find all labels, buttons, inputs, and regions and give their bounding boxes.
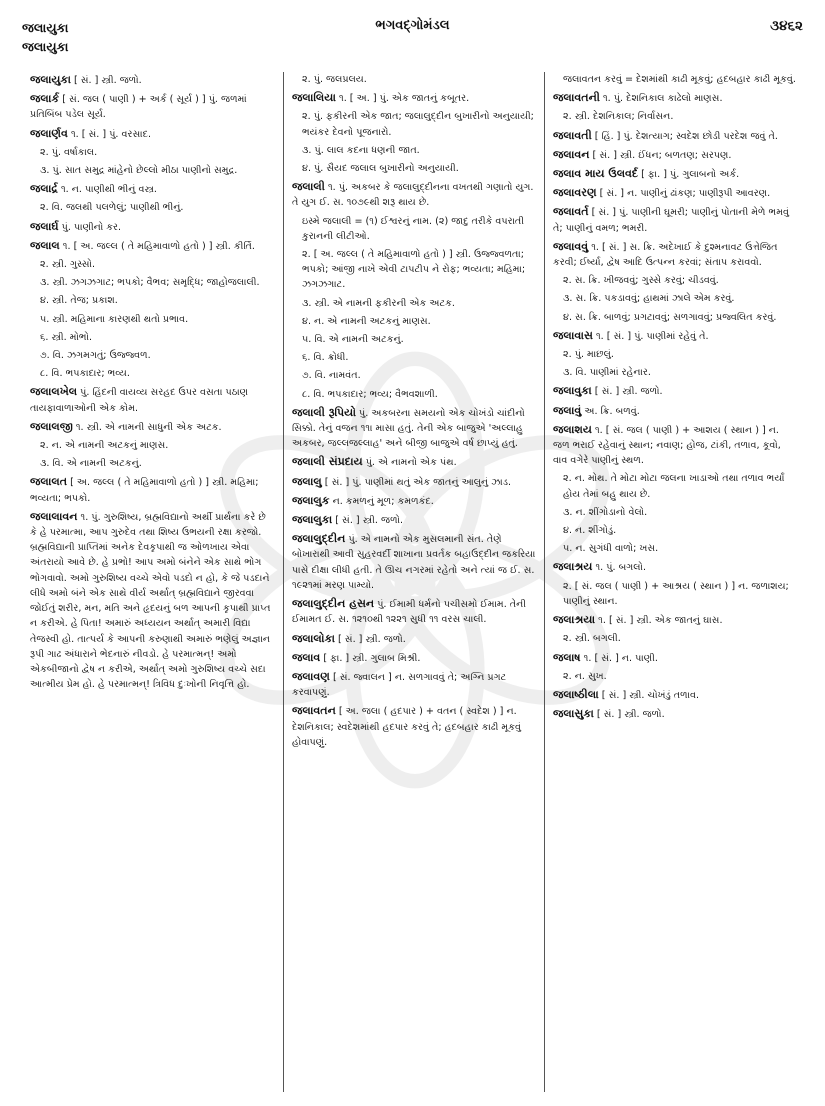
definition-text: ૨. વિ. જલથી પલળેલું; પાણીથી ભીનું. [40,202,184,214]
dictionary-entry [292,512,536,528]
definition-text: ૧. પું. દેશનિકાલ કાઢેલો માણસ. [602,93,723,105]
dictionary-columns [22,72,807,1092]
dictionary-entry [292,90,536,106]
column-3 [544,72,805,1092]
entry-sense [292,72,536,87]
headword: જલાવણ [292,669,330,683]
headword: જલાવતની [553,91,600,105]
headword: જલાવવું [553,239,589,253]
dictionary-entry [553,239,797,270]
entry-sense [553,310,797,325]
dictionary-entry [553,185,797,201]
dictionary-entry [553,128,797,144]
definition-text: ૨. [ અ. જલ્લ ( તે મહિમાવાળો હતો ) ] સ્ત્રી. ઉજ્જ્વળતા; ભપકો; આંજી નાખે એવી ટાપટીપ ને રોફ; ભવ્યતા; મહિમા; ઝગઝગાટ. [302,249,526,291]
entry-sense [553,579,797,609]
entry-sense [292,314,536,329]
dictionary-entry [292,669,536,700]
column-1 [22,72,283,1092]
headword: જલાલ [30,238,60,252]
dictionary-entry [30,238,275,254]
headword: જલાલખેલ [30,385,78,399]
dictionary-entry [30,126,275,142]
definition-text: ૧. [ અ. ] પું. એક જાતનું કબૂતર. [339,93,470,105]
definition-text: પું. હિંદની વાયવ્ય સરહદ ઉપર વસતા પઠાણ તાયફાવાળાઓની એક કોમ. [30,387,249,414]
headword: જલાશય [553,422,592,436]
headword: જલાલી રૂપિયો [292,405,356,419]
entry-sense [553,109,797,124]
entry-sense [553,291,797,306]
headword: જલાશ્રયા [553,613,596,627]
definition-text: [ ફા. ] પું. ગુલાબનો અર્ક. [641,169,740,181]
headword: જલાષ [553,650,581,664]
headword: જલાર્ઘ [30,219,59,233]
definition-text: [ સં. ] સ્ત્રી. જળો. [338,633,406,645]
definition-text: [ સં. ] ન. પાણીનું ઢાંકણ; પાણીરૂપી આવરણ. [599,188,771,200]
entry-sense [553,273,797,288]
dictionary-entry [553,687,797,703]
definition-text: ૨. પું. માછલું. [563,349,614,361]
dictionary-entry [553,403,797,419]
definition-text: પું. એ નામનો એક મુસલમાની સંત. તેણે બોખારાથી આવી સુહરવર્દી શાખાના પ્રવર્તક બહાઉદ્દીન જકરિયા પાસે દીક્ષા લીધી હતી. તે ઊચ નગરમાં રહેતો અને ત્યાં જ ઈ. સ. ૧૯૨૧માં મરણ પામ્યો. [292,534,536,591]
definition-text: ૨. [ સં. જલ ( પાણી ) + આશ્રય ( સ્થાન ) ] ન. જળાશય; પાણીનું સ્થાન. [563,580,789,607]
guide-word-first: જલાયુકા [22,20,69,35]
dictionary-entry [292,703,536,750]
entry-sense [553,505,797,520]
dictionary-entry [292,454,536,470]
definition-text: ૧. પું. અકબર કે જલાલુદ્દીનના વખતથી ગણાતો યુગ. તે યુગ ઈ. સ. ૧૦૭૯થી શરૂ થાય છે. [292,182,534,209]
definition-text: અ. ક્રિ. બળવું. [584,405,640,417]
entry-sense [30,348,275,363]
definition-text: [ સં. જ્વાલન ] ન. સળગાવવું તે; અગ્નિ પ્રગટ કરવાપણું. [292,671,507,699]
definition-text: ૭. વિ. નામવંત. [302,370,361,382]
entry-sense [30,257,275,272]
definition-text: ૮. વિ. ભપકાદાર; ભવ્ય; વૈભવશાળી. [302,388,438,400]
running-title: ભગવદ્ગોમંડલ [375,18,450,33]
definition-text: જલાવતન કરવું = દેશમાંથી કાઢી મૂકવું; હદબહાર કાઢી મૂકવું. [563,74,796,85]
entry-sense [292,368,536,383]
definition-text: ૭. વિ. ઝગમગતું; ઉજ્જ્વળ. [40,350,151,362]
definition-text: ૪. સ્ત્રી. તેજ; પ્રકાશ. [40,295,118,307]
definition-text: ૨. ન. એ નામની અટકનું માણસ. [40,440,169,452]
headword: જલાલત [30,475,68,489]
dictionary-entry [553,90,797,106]
entry-sense [30,293,275,308]
dictionary-entry [30,181,275,197]
headword: જલાષ્ઠીલા [553,687,599,701]
definition-text: ૧. [ સં. જલ ( પાણી ) + આશય ( સ્થાન ) ] ન. જળ ભરાઈ રહેવાનું સ્થાન; નવાણ; હોજ, ટાંકી, તળાવ, કૂવો, વાવ વગેરે પાણીનું સ્થળ. [553,424,781,467]
definition-text: ૧. [ સં. ] પું. પાણીમાં રહેવું તે. [595,330,709,342]
definition-text: ૫. ન. સુગંધી વાળો; ખસ. [563,543,659,555]
dictionary-entry [553,147,797,163]
definition-text: [ હિં. ] પું. દેશત્યાગ; સ્વદેશ છોડી પરદેશ જવું તે. [594,130,778,142]
entry-sense [30,163,275,178]
entry-sense [30,312,275,327]
headword: જલાલુ [292,474,322,488]
definition-text: [ સં. ] પું. પાણીની ઘૂમરી; પાણીનું પોતાની મેળે ભમવું તે; પાણીનું વમળ; ભમરી. [553,207,789,234]
definition-text: ૩. પું. લાલ કદના ધણની જાત. [302,144,420,156]
headword: જલાલુદ્દીન [292,532,346,546]
headword: જલાર્ણવ [30,126,68,140]
dictionary-entry [553,650,797,666]
dictionary-entry [553,612,797,628]
definition-text: ૨. ન. મોથ. તે મોટા મોટા જલના ખાડાઓ તથા તળાવ ભર્યાં હોય તેમાં બહુ થાય છે. [563,473,785,500]
headword: જલાશ્રય [553,560,593,574]
entry-sense [553,347,797,362]
entry-sense [292,109,536,139]
definition-text: ૧. પું. બગલો. [595,562,647,574]
entry-sense [30,200,275,215]
headword: જલાવાસ [553,328,593,342]
entry-sense [292,161,536,176]
entry-sense [553,631,797,646]
entry-sense [30,330,275,345]
definition-text: ૧. [ સં. ] પું. વરસાદ. [70,128,151,140]
dictionary-entry [292,474,536,490]
definition-text: ૪. સ. ક્રિ. બાળવું; પ્રગટાવવું; સળગાવવું; પ્રજ્વલિત કરવું. [563,311,777,323]
guide-word-last: જલાયુકા [22,39,69,54]
headword: જલાલી [292,180,325,194]
definition-text: ૩. સ્ત્રી. એ નામની ફકીરની એક અટક. [302,297,455,309]
definition-text: [ ફા. ] સ્ત્રી. ગુલાબ મિશ્રી. [323,652,421,664]
entry-sense [292,143,536,158]
definition-text: [ અ. જલા ( હદપાર ) + વતન ( સ્વદેશ ) ] ન. દેશનિકાલ; સ્વદેશમાંથી હદપાર કરવું તે; હદબહાર કાઢી મૂકવું હોવાપણું. [292,706,521,748]
dictionary-entry [292,596,536,627]
dictionary-entry [553,706,797,722]
headword: જલાલી સંપ્રદાય [292,455,363,469]
dictionary-entry [553,204,797,235]
entry-sense [553,471,797,501]
definition-text: પું. એ નામનો એક પંથ. [365,457,457,469]
entry-sense [30,366,275,381]
definition-text: ૬. સ્ત્રી. મોભો. [40,331,93,343]
definition-text: ૪. પું. સૈયદ જલાલ બુખારીનો અનુયાયી. [302,163,459,175]
entry-sense [553,669,797,684]
definition-text: ન. કમળનું મૂળ; કમળકંદ. [332,495,434,507]
definition-text: [ સં. ] સ્ત્રી. ચોખંડું તળાવ. [601,689,700,701]
headword: જલાલજી [30,419,73,433]
definition-text: ૨. સ. ક્રિ. ખીજવવું; ગુસ્સે કરવું; ચીડવવું. [563,275,719,287]
dictionary-entry [30,509,275,692]
dictionary-entry [30,91,275,122]
headword: જલાવ માય ઉલવર્દ [553,167,639,181]
definition-text: ૨. પું. ફકીરની એક જાત; જલાલુદ્દીન બુખારીનો અનુયાયી; ભયંકર દેવનો પૂજનારો. [302,111,534,138]
definition-text: [ અ. જલ્લ ( તે મહિમાવાળો હતો ) ] સ્ત્રી. મહિમા; ભવ્યતા; ભપકો. [30,477,259,504]
definition-text: ૩. સ્ત્રી. ઝગઝગાટ; ભપકો; વૈભવ; સમૃદ્ધિ; જાહોજલાલી. [40,277,260,289]
dictionary-entry [553,422,797,469]
definition-text: [ સં. ] સ્ત્રી. જળો. [73,75,142,86]
definition-text: ૧. [ સં. ] ન. પાણી. [583,652,658,664]
entry-sense [292,296,536,311]
dictionary-entry [292,531,536,593]
headword: જલાવરણ [553,186,597,200]
headword: જલાવું [553,403,582,417]
definition-text: ૩. વિ. એ નામની અટકનું. [40,458,142,470]
headword: જલાલુદ્દીન હસન [292,597,375,611]
entry-sense [553,365,797,380]
dictionary-entry [553,166,797,182]
dictionary-entry [292,650,536,666]
entry-sense [553,523,797,538]
entry-sense [30,275,275,290]
dictionary-entry [30,474,275,505]
definition-text: ૩. પું. સાત સમુદ્ર માંહેનો છેલ્લો મીઠા પાણીનો સમુદ્ર. [40,165,238,177]
definition-text: ૧. સ્ત્રી. એ નામની સાધુની એક અટક. [75,421,222,433]
headword: જલાલુકા [292,513,333,527]
headword: જલાલાવન [30,509,78,523]
headword: જલાવર્ત [553,205,589,219]
dictionary-entry [553,383,797,399]
headword: જલાયુકા [30,73,71,86]
definition-text: [ સં. ] સ્ત્રી. ઈંધન; બળતણ; સરપણ. [592,149,732,161]
entry-sense [553,541,797,556]
definition-text: [ સં. ] પું. પાણીમાં થતું એક જાતનું આલુનું ઝાડ. [324,476,512,488]
definition-text: પું. પાણીનો કર. [61,221,122,233]
headword: જલાવન [553,147,590,161]
definition-text: ૧. [ અ. જલ્લ ( તે મહિમાવાળો હતો ) ] સ્ત્રી. કીર્તિ. [62,240,255,252]
definition-text: ૮. વિ. ભપકાદાર; ભવ્ય. [40,368,130,380]
definition-text: ૧. [ સં. ] સ. ક્રિ. અદેખાઈ કે દુશ્મનાવટ ઉત્તેજિત કરવી; ઈર્ષ્યા, દ્વેષ આદિ ઉત્પન્ન કરવાં; સંતાપ કરાવવો. [553,241,778,269]
definition-text: [ સં. જલ ( પાણી ) + અર્ક ( સૂર્ય ) ] પું. જળમાં પ્રતિબિંબ પડેલ સૂર્ય. [30,94,247,121]
definition-text: ૩. ન. શીંગોડાનો વેલો. [563,506,648,518]
dictionary-entry [30,72,275,88]
entry-sense [30,438,275,453]
entry-sense [292,247,536,293]
definition-text: ૪. ન. એ નામની અટકનું માણસ. [302,315,431,327]
definition-text: [ સં. ] સ્ત્રી. જળો. [335,515,404,527]
headword: જલાવુકા [553,384,592,398]
dictionary-entry [30,384,275,415]
dictionary-entry [30,219,275,235]
headword: જલાર્દ્ર [30,182,58,196]
headword: જલાવતી [553,128,592,142]
dictionary-entry [553,328,797,344]
headword: જલાર્ક [30,92,60,106]
definition-text: પું. ઈમામી ધર્મનો પચીસમો ઈમામ. તેની ઈમામત ઈ. સ. ૧૨૧૦થી ૧૨૨૧ સુધી ૧૧ વરસ ચાલી. [292,599,527,626]
page-number: ૩૪૬૨ [770,18,803,34]
entry-sense [553,72,797,87]
dictionary-entry [292,405,536,452]
dictionary-entry [292,179,536,210]
definition-text: ૨. સ્ત્રી. ગુસ્સો. [40,259,95,271]
definition-text: ઇસ્મે જલાલી = (૧) ઈશ્વરનું નામ. (૨) જાદુ તરીકે વપરાતી કુરાનની લીટીઓ. [302,215,525,242]
definition-text: ૧. પું. ગુરુશિષ્ય, બ્રહ્મવિદ્યાનો અર્થી પ્રાર્થના કરે છે કે હે પરમાત્મા, આપ ગુરુદેવ તથા શિષ્ય ઉભયની રક્ષા કરજો. બ્રહ્મવિદ્યાની પ્રાપ્તિમાં અનેક દેવકૃપાથી જ ઓળખાય એવા અંતરાયો આવે છે. હે પ્રભો! આપ અમો બંનેને એક સાથે ભોગ ભોગવાવો. અમો ગુરુશિષ્ય વચ્ચે એવો પડદો ન હો, કે જે પડદાને લીધે અમો બંને એક સાથે વીર્ય અર્થાત્ બ્રહ્મવિદ્યાને જીરવવા જોઈતું શરીર, મન, મતિ અને હૃદયનું બળ આપની કૃપાથી પ્રાપ્ત ન કરીએ. હે પિતા! અમારું અધ્યયન અર્થાત્ અમારી વિદ્યા તેજસ્વી હો. તાત્પર્ય કે આપની કરુણાથી અમારું ભણેલું અજ્ઞાન રૂપી ગાઢ અંધારાને ભેદનારું નીવડો. હે પરમાત્મન્! અમો એકબીજાનો દ્વેષ ન કરીએ, અર્થાત્ અમો ગુરુશિષ્ય વચ્ચે સદા આત્મીય પ્રેમ હો. હે પરમાત્મન્! ત્રિવિધ દુઃખોની નિવૃત્તિ હો. [30,511,271,691]
definition-text: ૨. ન. સુખ. [563,670,607,682]
headword: જલાલોકા [292,631,335,645]
definition-text: ૨. પું. વર્ષાકાલ. [40,146,98,158]
entry-sense [30,145,275,160]
dictionary-entry [30,419,275,435]
headword: જલાલિયા [292,91,336,105]
entry-sense [292,332,536,347]
headword: જલાવ [292,650,321,664]
headword: જલાલુક [292,493,330,507]
headword: જલાવતન [292,704,336,718]
definition-text: ૧. ન. પાણીથી ભીનું વસ્ત્ર. [60,184,157,196]
definition-text: [ સં. ] સ્ત્રી. જળો. [594,386,663,398]
definition-text: પું. અકબરના સમયનો એક ચોખંડો ચાંદીનો સિક્કો. તેનું વજન ૧૧ા માસા હતું. તેની એક બાજુએ 'અલ્લાહુ અકબર, જલ્લજલ્લાહ' અને બીજી બાજુએ વર્ષ છાપ્યું હતું. [292,407,525,450]
definition-text: ૫. સ્ત્રી. મહિમાના કારણથી થતો પ્રભાવ. [40,313,189,325]
definition-text: ૨. સ્ત્રી. બગલી. [563,633,621,645]
definition-text: ૩. વિ. પાણીમાં રહેનાર. [563,367,651,379]
definition-text: ૨. પું. જલપ્રલય. [302,74,367,85]
dictionary-entry [292,493,536,509]
definition-text: ૧. [ સં. ] સ્ત્રી. એક જાતનું ઘાસ. [598,615,723,627]
entry-sense [292,350,536,365]
definition-text: ૩. સ. ક્રિ. પકડાવવું; હાથમાં ઝાલે એમ કરવું. [563,293,735,305]
entry-sense [292,387,536,402]
definition-text: [ સં. ] સ્ત્રી. જળો. [596,709,665,721]
entry-sense [30,456,275,471]
definition-text: ૪. ન. શીંગોડું. [563,525,617,537]
column-2 [283,72,544,1092]
definition-text: ૬. વિ. ક્રોધી. [302,352,349,364]
page-header [22,18,803,70]
entry-sense [292,214,536,244]
dictionary-entry [292,631,536,647]
definition-text: ૨. સ્ત્રી. દેશનિકાલ; નિર્વાસન. [563,111,674,123]
dictionary-entry [553,559,797,575]
headword: જલાસુકા [553,707,594,721]
definition-text: ૫. વિ. એ નામની અટકનું. [302,334,404,346]
